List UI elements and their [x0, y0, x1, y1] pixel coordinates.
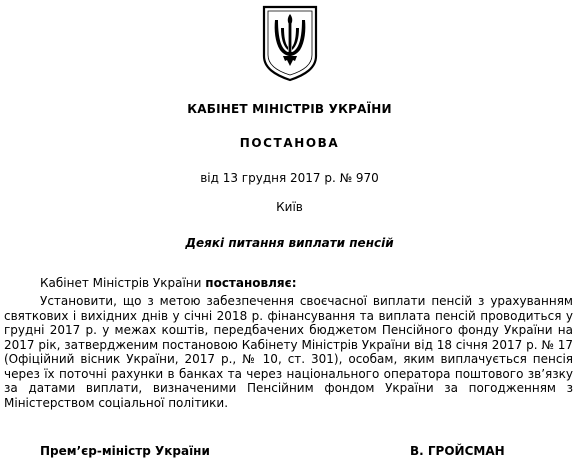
city: Київ [276, 200, 303, 214]
coat-of-arms-icon [261, 4, 319, 82]
body-paragraph: Установити, що з метою забезпечення своєчасної виплати пенсій з урахуванням святкових і вихідних днів у січні 2018 р. фінансування та виплата пенсій проводиться у грудні 2017 р. у межах коштів, передбачених бюджетом Пенсійного фонду України на 2017 рік, затвердженим постановою Кабінету Міністрів України від 18 січня 2017 р. № 17 (Офіційний вісник України, 2017 р., № 10, ст. 301), особам, яким виплачується пенсія через їх поточні рахунки в банках та через національного оператора поштового зв’язку за датами виплати, визначеними Пенсійним фондом України за погодженням з Міністерством соціальної політики. [4, 294, 573, 410]
document-title: Деякі питання виплати пенсій [185, 236, 394, 250]
organization-heading: КАБІНЕТ МІНІСТРІВ УКРАЇНИ [187, 102, 392, 116]
preamble-subject: Кабінет Міністрів України [40, 276, 202, 290]
signatory-role: Прем’єр-міністр України [40, 444, 210, 458]
preamble [40, 276, 297, 290]
date-number: від 13 грудня 2017 р. № 970 [200, 171, 379, 185]
preamble-verb: постановляє: [205, 276, 297, 290]
signatory-name: В. ГРОЙСМАН [410, 444, 505, 458]
document-type: ПОСТАНОВА [239, 136, 340, 150]
